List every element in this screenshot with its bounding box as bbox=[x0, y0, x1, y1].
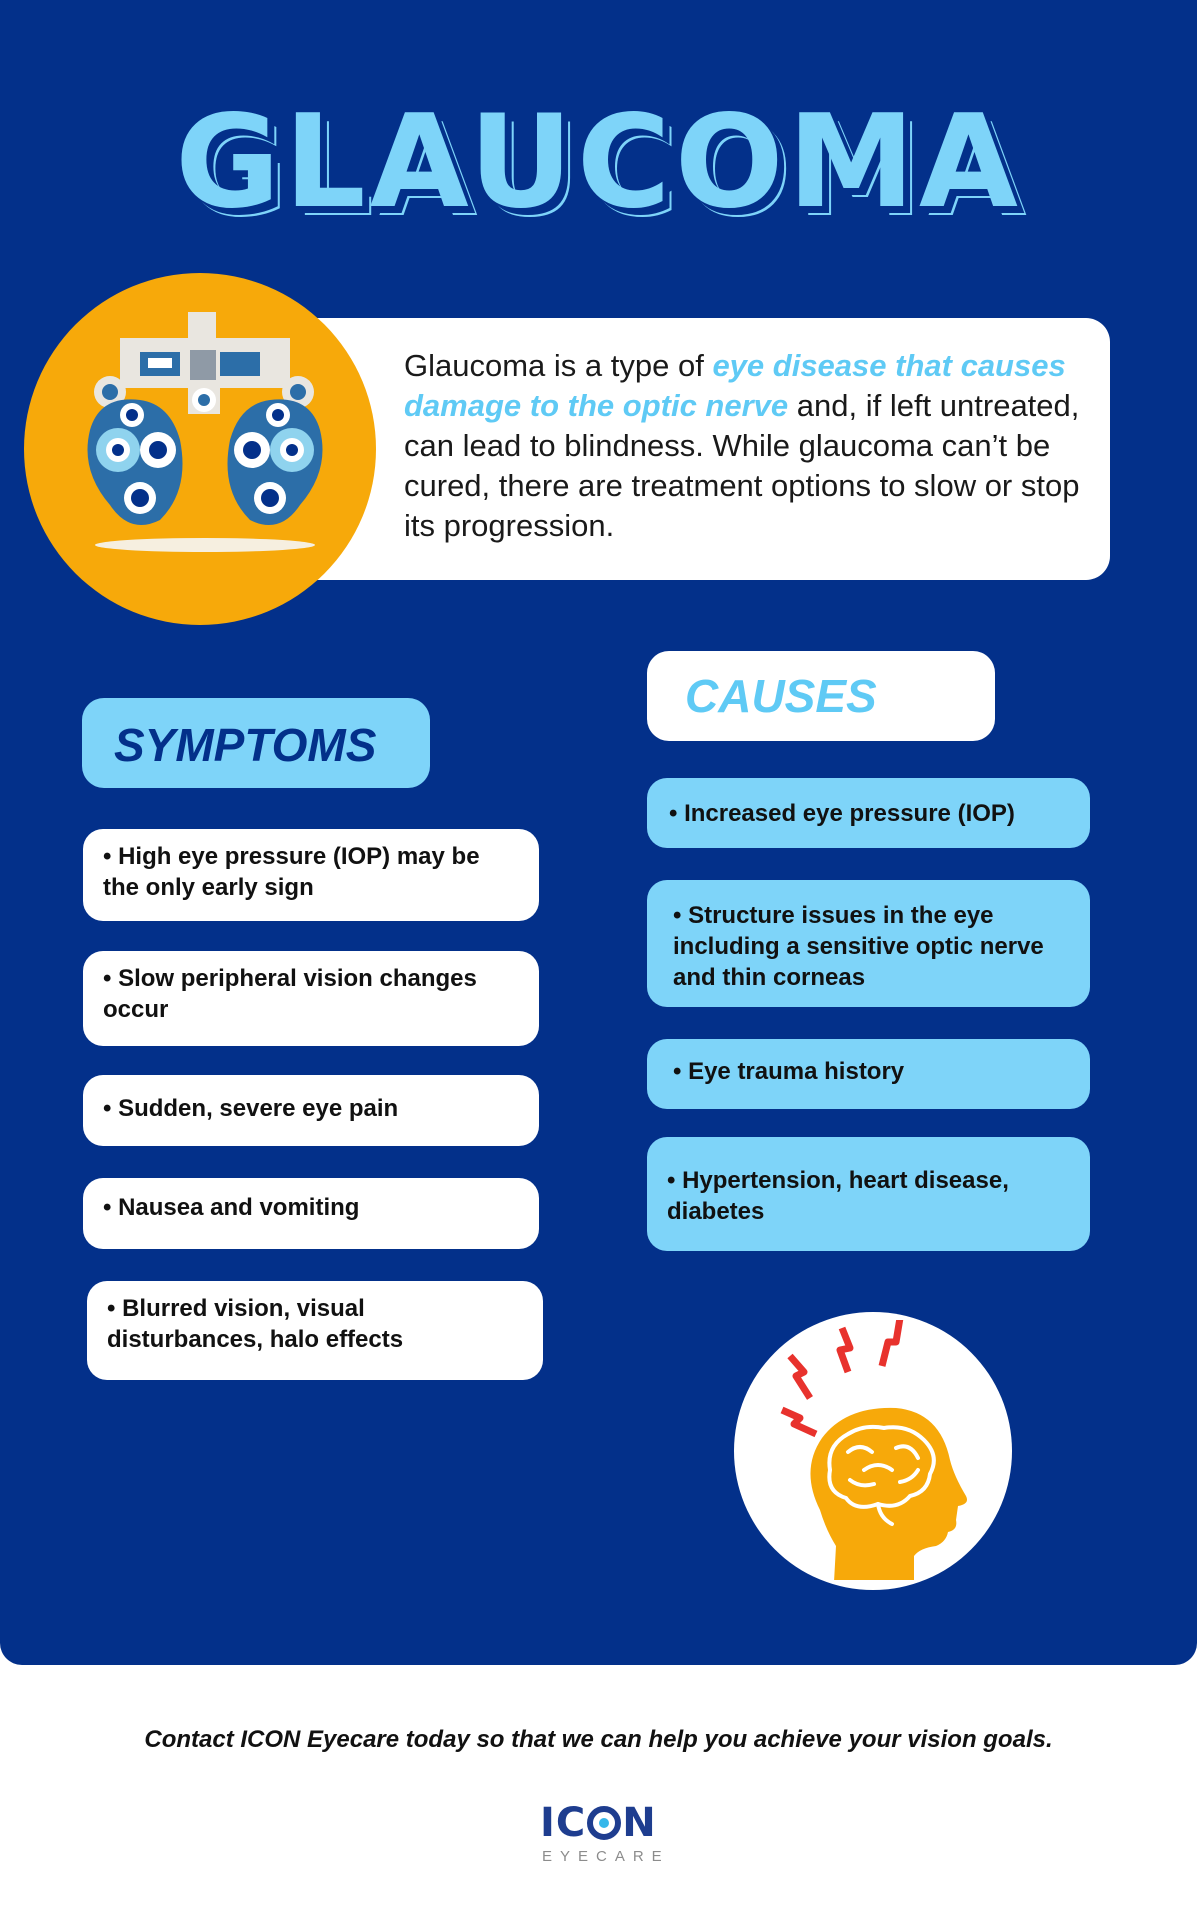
logo-eye-icon bbox=[587, 1806, 621, 1840]
symptom-item: • Sudden, severe eye pain bbox=[83, 1075, 539, 1146]
causes-heading-text: CAUSES bbox=[685, 670, 877, 722]
logo-subtitle: EYECARE bbox=[542, 1848, 670, 1865]
intro-text bbox=[404, 346, 1084, 546]
cause-item: • Hypertension, heart disease, diabetes bbox=[647, 1137, 1090, 1251]
cause-item: • Structure issues in the eye including a sensitive optic nerve and thin corneas bbox=[647, 880, 1090, 1007]
head-brain-pain-icon bbox=[760, 1320, 1000, 1580]
symptom-item: • High eye pressure (IOP) may be the only early sign bbox=[83, 829, 539, 921]
symptom-item: • Blurred vision, visual disturbances, halo effects bbox=[87, 1281, 543, 1380]
cause-item: • Increased eye pressure (IOP) bbox=[647, 778, 1090, 848]
intro-text-start: Glaucoma is a type of bbox=[404, 348, 713, 383]
causes-heading bbox=[647, 651, 995, 741]
phoropter-icon bbox=[70, 300, 340, 560]
intro-highlight: eye disease that causes damage to the optic nerve bbox=[404, 348, 1066, 423]
contact-cta: Contact ICON Eyecare today so that we can help you achieve your vision goals. bbox=[144, 1726, 1053, 1753]
symptom-item: • Nausea and vomiting bbox=[83, 1178, 539, 1249]
icon-eyecare-logo bbox=[540, 1802, 690, 1844]
cause-item: • Eye trauma history bbox=[647, 1039, 1090, 1109]
page-title: GLAUCOMA bbox=[175, 88, 1022, 237]
symptoms-heading bbox=[82, 698, 430, 788]
logo-text-left: IC bbox=[540, 1800, 587, 1846]
logo-text-right: N bbox=[622, 1800, 657, 1846]
symptoms-heading-text: SYMPTOMS bbox=[114, 719, 377, 771]
intro-text-end: and, if left untreated, can lead to blindness. While glaucoma can’t be cured, there are treatment options to slow or stop its progression. bbox=[404, 388, 1080, 543]
symptom-item: • Slow peripheral vision changes occur bbox=[83, 951, 539, 1046]
